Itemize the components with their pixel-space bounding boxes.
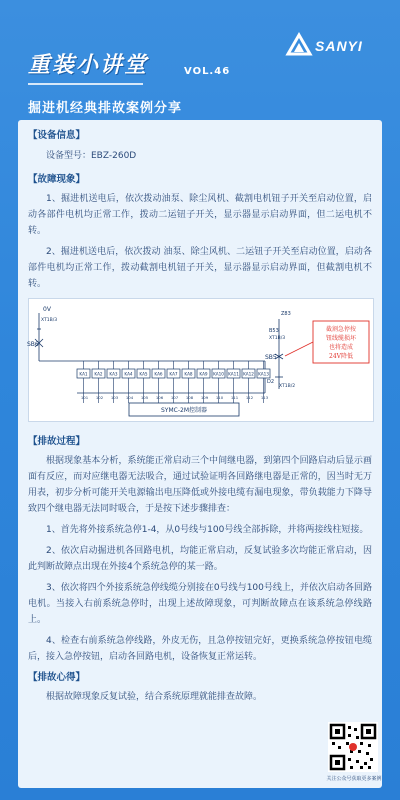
volume-label: VOL.46 [184, 66, 231, 77]
section-heading-insight: 【排故心得】 [28, 672, 86, 683]
sb5-label: SB5 [265, 354, 277, 361]
b53-label: B53 [269, 328, 279, 334]
wire-number: 105 [140, 395, 149, 400]
brand-logo [285, 33, 385, 63]
wire-number: 109 [200, 395, 209, 400]
page-subtitle: 掘进机经典排故案例分享 [28, 101, 183, 116]
wire-number: 110 [215, 395, 224, 400]
process-step-4: 4、检查右前系统急停线路，外皮无伤，且急停按钮完好，更换系统急停按钮电缆后，接入急停按钮，启动各回路电机，设备恢复正常运转。 [28, 636, 372, 662]
sb6-label: SB6 [27, 341, 39, 348]
relay-label: KA4 [124, 371, 133, 377]
fault-paragraph-2: 2、掘进机送电后，依次拨动 油泵、除尘风机、二运钮子开关至启动位置，启动各部件电机均正常工作，拨动截割电机钮子开关，显示器显示启动界面，但截割电机不转。 [28, 247, 372, 289]
process-step-3: 3、依次将四个外接系统急停线缆分别接在0号线与100号线上，并依次启动各回路电机。当接入右前系统急停时，出现上述故障现象，可判断故障点在该系统急停线路上。 [28, 583, 372, 625]
wire-number: 111 [230, 395, 239, 400]
wire-number: 106 [155, 395, 164, 400]
wire-number: 112 [245, 395, 254, 400]
section-heading-fault: 【故障现象】 [28, 174, 86, 185]
process-intro: 根据现象基本分析，系统能正常启动三个中间继电器，到第四个回路启动后显示画面有反应，而对应继电器无法吸合，通过试验证明各回路继电器是正常的，因当时无万用表，初步分析可能开关电源输出电压降低或外接电缆有漏电现象，带负载能力下降导致四个继电器无法同时吸合，于是按下述步骤排查： [28, 456, 372, 514]
section-heading-process: 【排故过程】 [28, 436, 86, 447]
left-voltage-label: 0V [43, 306, 51, 313]
wire-number: 113 [260, 395, 269, 400]
process-step-2: 2、依次启动掘进机各回路电机，均能正常启动，反复试验多次均能正常启动，因此判断故障点出现在外接4个系统急停的某一路。 [28, 546, 372, 572]
relay-label: KA5 [139, 371, 148, 377]
relay-label: KA7 [169, 371, 178, 377]
wiring-diagram [28, 298, 374, 422]
d2-label: D2 [267, 379, 275, 385]
process-step-1: 1、首先将外接系统急停1-4，从0号线与100号线全部拆除，并将两接线柱短接。 [46, 525, 369, 535]
insight-text: 根据故障现象反复试验，结合系统原理就能排查故障。 [46, 692, 263, 702]
wire-number: 104 [125, 395, 134, 400]
device-model: 设备型号：EBZ-260D [46, 151, 137, 161]
wire-number: 102 [95, 395, 104, 400]
qr-code-icon [328, 722, 378, 772]
controller-label: SYMC-2M控制器 [161, 407, 207, 414]
qr-code [328, 722, 378, 772]
annotation-line-3: 也将造成 [328, 344, 354, 351]
relay-label: KA2 [94, 371, 103, 377]
relay-label: KA10 [213, 371, 224, 377]
annotation-line-2: 钮线缆损坏 [325, 335, 357, 342]
header [0, 0, 400, 125]
annotation-line-4: 24V降低 [329, 353, 353, 360]
left-terminal-label: XT1B/3 [41, 318, 58, 323]
right-terminal-label: XT1B/3 [269, 336, 286, 341]
right-top-label: Z83 [281, 311, 291, 317]
wire-row [81, 395, 269, 400]
wire-number: 108 [185, 395, 194, 400]
relay-label: KA3 [109, 371, 118, 377]
wire-number: 107 [170, 395, 179, 400]
article-content [28, 126, 372, 710]
relay-label: KA13 [258, 371, 269, 377]
wire-number: 101 [80, 395, 89, 400]
page-title: 重装小讲堂 [28, 53, 149, 78]
relay-label: KA8 [184, 371, 193, 377]
brand-name: SANYI [315, 38, 363, 54]
annotation-arrow [285, 342, 313, 356]
wiring-diagram-svg [29, 299, 373, 421]
relay-label: KA1 [79, 371, 88, 377]
d2-terminal-label: XT1B/2 [279, 384, 296, 389]
relay-label: KA6 [154, 371, 163, 377]
section-heading-device: 【设备信息】 [28, 130, 86, 141]
sany-logo-icon [285, 33, 313, 61]
wire-number: 103 [110, 395, 119, 400]
fault-paragraph-1: 1、掘进机送电后，依次拨动油泵、除尘风机、截割电机钮子开关至启动位置，启动各部件电机均正常工作，拨动二运钮子开关，显示器显示启动界面，但二运电机不转。 [28, 194, 372, 236]
relay-label: KA9 [199, 371, 208, 377]
title-underline [28, 83, 143, 85]
annotation-line-1: 截割急停按 [325, 326, 357, 333]
relay-label: KA12 [243, 371, 254, 377]
relay-label: KA11 [228, 371, 239, 377]
qr-caption: 关注公众号获取更多案例 [326, 776, 382, 782]
